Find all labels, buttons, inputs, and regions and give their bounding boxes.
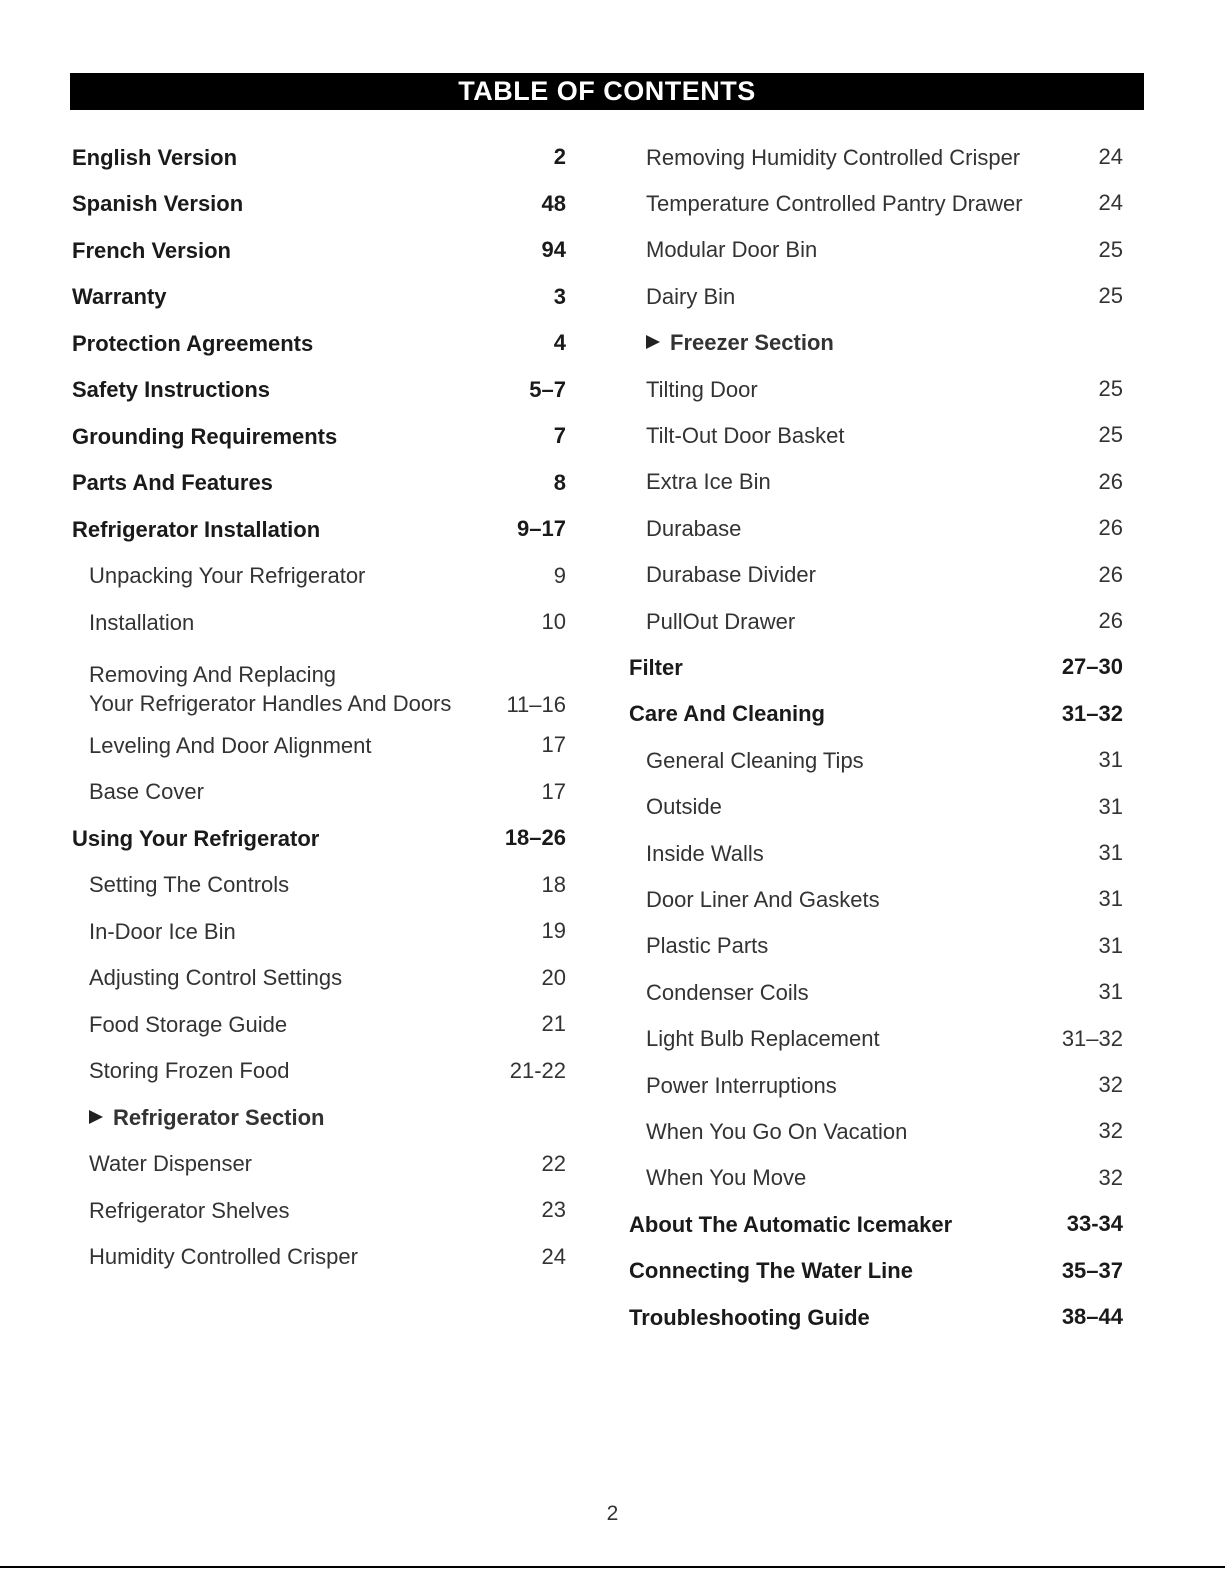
toc-entry-page: 25 [1098, 376, 1123, 401]
toc-entry-page: 26 [1098, 561, 1123, 587]
toc-entry-label [629, 1024, 880, 1053]
toc-entry-text: Filter [629, 654, 683, 680]
toc-entry-label [72, 282, 167, 311]
toc-entry-text: Durabase [646, 515, 742, 541]
toc-entry [72, 722, 566, 768]
toc-entry-label [629, 375, 758, 404]
toc-entry-page: 31 [1098, 793, 1123, 819]
toc-entry-text: Adjusting Control Settings [89, 965, 343, 990]
toc-entry [629, 830, 1123, 876]
toc-entry-text: Dairy Bin [646, 283, 736, 309]
toc-entry [629, 876, 1123, 922]
toc-entry-page: 31 [1098, 886, 1123, 912]
toc-entry-page: 20 [541, 964, 566, 990]
toc-entry-label [629, 607, 795, 636]
toc-entry-text: Care And Cleaning [629, 701, 825, 727]
toc-entry-text: Removing Humidity Controlled Crisper [646, 144, 1021, 170]
toc-entry-page: 24 [541, 1243, 566, 1269]
toc-entry-label [629, 143, 1020, 172]
toc-entry-text: Refrigerator Section [113, 1104, 325, 1130]
toc-entry [629, 412, 1123, 458]
toc-entry-text: Tilt-Out Door Basket [646, 422, 845, 448]
toc-entry-label [72, 422, 337, 451]
toc-entry-text: When You Move [646, 1165, 807, 1191]
toc-entry-text: General Cleaning Tips [646, 747, 864, 773]
toc-entry-label [72, 515, 320, 544]
toc-entry-text: Refrigerator Shelves [89, 1197, 290, 1223]
toc-entry-label [72, 1242, 358, 1271]
toc-entry-label [629, 514, 741, 543]
toc-entry-text: Light Bulb Replacement [646, 1026, 880, 1052]
toc-entry-page: 17 [541, 778, 566, 804]
toc-entry-label [72, 236, 231, 265]
toc-entry-text: In-Door Ice Bin [89, 918, 236, 944]
toc-entry [72, 955, 566, 1001]
toc-entry [629, 598, 1123, 644]
toc-entry-label [72, 1056, 290, 1085]
toc-entry-page: 94 [541, 237, 566, 262]
toc-entry-label [72, 660, 451, 718]
toc-entry-text: English Version [72, 144, 238, 170]
toc-entry-text: Grounding Requirements [72, 423, 338, 449]
toc-entry-text: Door Liner And Gaskets [646, 886, 880, 912]
toc-entry [72, 227, 566, 273]
toc-entry [629, 320, 1123, 366]
toc-entry-text: Power Interruptions [646, 1072, 837, 1098]
toc-entry [72, 1187, 566, 1233]
toc-entry [629, 1294, 1123, 1340]
toc-entry-text: About The Automatic Icemaker [629, 1211, 953, 1237]
toc-entry [629, 691, 1123, 737]
toc-entry [72, 413, 566, 459]
toc-entry-label [629, 1210, 952, 1239]
toc-entry [72, 1048, 566, 1094]
toc-entry-label [629, 1256, 913, 1285]
toc-entry-page: 7 [553, 423, 566, 448]
toc-entry-label [629, 699, 825, 728]
toc-entry [72, 815, 566, 861]
toc-entry-label [72, 870, 289, 899]
toc-entry [629, 1155, 1123, 1201]
toc-entry-page: 9 [553, 562, 566, 588]
toc-entry-text: Freezer Section [670, 330, 834, 356]
toc-entry-label [72, 1149, 252, 1178]
toc-entry-page: 32 [1098, 1118, 1123, 1144]
toc-entry [72, 367, 566, 413]
toc-entry-page: 11–16 [506, 691, 566, 717]
toc-entry-page: 3 [553, 283, 566, 309]
toc-entry-label [72, 375, 270, 404]
toc-entry [72, 134, 566, 180]
toc-entry-label [72, 731, 372, 760]
toc-entry [72, 908, 566, 954]
toc-entry-text: Temperature Controlled Pantry Drawer [646, 190, 1023, 216]
toc-entry-text: Removing And Replacing Your Refrigerator Handles And Doors [89, 661, 452, 716]
toc-entry-page: 32 [1098, 1072, 1123, 1097]
triangle-right-icon [646, 335, 660, 349]
toc-entry-label [629, 931, 768, 960]
toc-entry-page: 24 [1098, 144, 1123, 169]
toc-entry-text: Safety Instructions [72, 377, 271, 402]
toc-entry [629, 1016, 1123, 1062]
toc-entry-page: 23 [541, 1197, 566, 1222]
toc-entry-label [629, 1163, 806, 1192]
bottom-rule [0, 1566, 1225, 1568]
toc-entry-page: 35–37 [1061, 1257, 1123, 1283]
toc-entry-page: 31 [1098, 840, 1123, 865]
toc-entry-text: Durabase Divider [646, 562, 816, 588]
toc-entry-text: Tilting Door [646, 376, 758, 402]
toc-entry-page: 2 [553, 144, 566, 169]
toc-entry-page: 26 [1098, 468, 1123, 494]
toc-entry-page: 4 [553, 330, 566, 355]
toc-entry-text: Leveling And Door Alignment [89, 732, 372, 758]
toc-entry-text: Refrigerator Installation [72, 516, 321, 542]
toc-entry [629, 1062, 1123, 1108]
toc-entry-text: Inside Walls [646, 840, 764, 866]
toc-entry-text: PullOut Drawer [646, 608, 796, 634]
toc-entry [629, 1108, 1123, 1154]
toc-entry [629, 737, 1123, 783]
toc-entry-page: 31 [1098, 979, 1123, 1005]
toc-entry-page: 31–32 [1061, 1025, 1123, 1051]
toc-entry-page: 31 [1098, 932, 1123, 958]
toc-entry-label [629, 885, 880, 914]
toc-entry-text: French Version [72, 237, 231, 263]
toc-entry [629, 1201, 1123, 1247]
toc-entry-page: 22 [541, 1150, 566, 1176]
toc-entry-text: Installation [89, 609, 195, 635]
toc-entry-page: 17 [541, 732, 566, 757]
toc-entry-text: Modular Door Bin [646, 237, 818, 263]
toc-entry [72, 1141, 566, 1187]
toc-entry [72, 320, 566, 366]
toc-entry-text: Outside [646, 794, 722, 820]
toc-entry-label [629, 282, 735, 311]
toc-entry [72, 274, 566, 320]
toc-entry-page: 18–26 [504, 825, 566, 850]
toc-entry-text: Parts And Features [72, 470, 273, 495]
toc-entry-label [629, 235, 817, 264]
toc-entry-label [629, 1117, 907, 1146]
toc-entry-label [72, 1103, 325, 1132]
toc-entry-label [629, 421, 844, 450]
toc-entry-text: Extra Ice Bin [646, 469, 771, 495]
toc-entry-page: 31 [1098, 747, 1123, 773]
toc-entry [72, 1001, 566, 1047]
toc-entry [72, 769, 566, 815]
toc-entry-label [72, 561, 365, 590]
toc-entry-page: 32 [1098, 1164, 1123, 1190]
toc-entry [629, 227, 1123, 273]
toc-entry-page: 19 [541, 918, 566, 943]
toc-entry-text: Food Storage Guide [89, 1011, 288, 1037]
toc-entry-page: 26 [1098, 608, 1123, 633]
toc-entry-page: 27–30 [1061, 654, 1123, 680]
toc-entry-label [629, 978, 809, 1007]
toc-entry [72, 181, 566, 227]
toc-entry-label [629, 328, 834, 357]
toc-title: TABLE OF CONTENTS [70, 73, 1144, 110]
toc-entry-label [629, 189, 1023, 218]
toc-entry-label [72, 1196, 290, 1225]
toc-entry-text: Storing Frozen Food [89, 1058, 290, 1083]
toc-entry [629, 134, 1123, 180]
toc-entry [629, 552, 1123, 598]
toc-entry-page: 5–7 [529, 376, 566, 402]
toc-entry-page: 25 [1098, 283, 1123, 309]
toc-entry-label [629, 1303, 870, 1332]
toc-entry-text: Base Cover [89, 779, 204, 804]
toc-entry-label [72, 189, 243, 218]
toc-entry [72, 646, 566, 718]
toc-entry-text: Water Dispenser [89, 1151, 253, 1176]
toc-entry-text: Using Your Refrigerator [72, 825, 320, 851]
toc-entry-page: 25 [1098, 422, 1123, 448]
toc-entry-page: 18 [541, 871, 566, 897]
toc-entry [629, 969, 1123, 1015]
toc-entry-text: When You Go On Vacation [646, 1118, 908, 1144]
toc-entry-label [72, 963, 342, 992]
toc-entry-label [72, 468, 273, 497]
toc-entry-text: Condenser Coils [646, 979, 809, 1005]
toc-entry-label [72, 777, 204, 806]
toc-entry-page: 31–32 [1061, 700, 1123, 726]
toc-entry-label [72, 608, 194, 637]
toc-entry-text: Warranty [72, 284, 167, 309]
toc-entry-label [72, 917, 236, 946]
toc-entry-text: Unpacking Your Refrigerator [89, 563, 366, 588]
toc-entry [629, 644, 1123, 690]
toc-entry [72, 1094, 566, 1140]
triangle-right-icon [89, 1110, 103, 1124]
toc-entry [629, 273, 1123, 319]
toc-entry-text: Troubleshooting Guide [629, 1304, 870, 1330]
toc-entry-text: Spanish Version [72, 191, 244, 216]
toc-entry-label [629, 1071, 837, 1100]
toc-entry [72, 553, 566, 599]
toc-entry [72, 599, 566, 645]
toc-entry [72, 862, 566, 908]
page-number: 2 [606, 1502, 619, 1525]
toc-entry-page: 48 [541, 190, 566, 216]
toc-entry-label [629, 560, 816, 589]
toc-entry-page: 38–44 [1061, 1304, 1123, 1329]
toc-entry-text: Setting The Controls [89, 872, 290, 897]
toc-entry [629, 459, 1123, 505]
toc-entry [629, 923, 1123, 969]
toc-entry-text: Protection Agreements [72, 330, 314, 356]
toc-entry-page: 10 [541, 609, 566, 634]
toc-entry-label [629, 746, 864, 775]
toc-entry-text: Plastic Parts [646, 933, 769, 959]
toc-entry-page: 8 [553, 469, 566, 495]
toc-entry-page: 24 [1098, 190, 1123, 216]
toc-entry-page: 9–17 [517, 516, 566, 541]
toc-entry-label [629, 467, 771, 496]
toc-entry [629, 784, 1123, 830]
toc-entry-label [72, 1010, 287, 1039]
toc-entry-label [629, 653, 683, 682]
toc-entry-page: 21-22 [509, 1057, 566, 1083]
toc-entry [72, 460, 566, 506]
toc-entry [629, 505, 1123, 551]
toc-entry [629, 366, 1123, 412]
toc-entry-text: Connecting The Water Line [629, 1258, 913, 1284]
toc-entry-label [629, 839, 764, 868]
toc-entry-page: 21 [541, 1011, 566, 1036]
toc-entry-page: 33-34 [1066, 1211, 1123, 1237]
toc-entry-text: Humidity Controlled Crisper [89, 1244, 358, 1269]
toc-entry-page: 25 [1098, 236, 1123, 262]
toc-entry-label [629, 792, 722, 821]
toc-entry-label [72, 329, 313, 358]
toc-entry [72, 1234, 566, 1280]
toc-entry [72, 506, 566, 552]
toc-entry [629, 180, 1123, 226]
toc-entry-label [72, 824, 319, 853]
toc-entry [629, 1248, 1123, 1294]
toc-entry-page: 26 [1098, 515, 1123, 541]
toc-entry-label [72, 143, 237, 172]
